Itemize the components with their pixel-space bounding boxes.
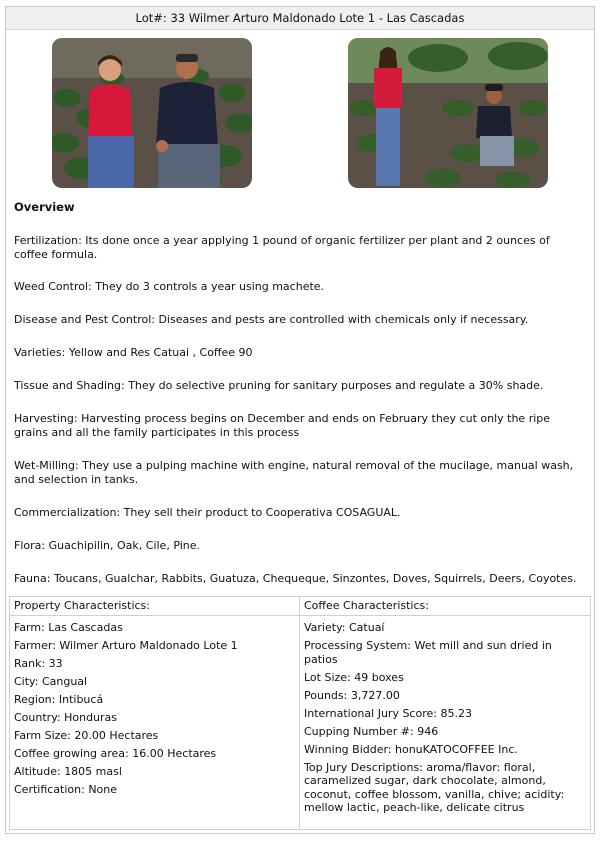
coffee-column [300, 597, 590, 829]
property-city: City: Cangual [14, 675, 88, 688]
property-farm: Farm: Las Cascadas [14, 621, 123, 634]
property-certification: Certification: None [14, 783, 118, 796]
characteristics-table [9, 596, 591, 830]
property-rank: Rank: 33 [14, 657, 63, 670]
farmer-photo-2 [348, 38, 548, 188]
coffee-variety: Variety: Catuaí [304, 621, 385, 634]
property-altitude: Altitude: 1805 masl [14, 765, 122, 778]
property-growing-area: Coffee growing area: 16.00 Hectares [14, 747, 217, 760]
property-region: Region: Intibucá [14, 693, 104, 706]
overview-heading: Overview [14, 200, 75, 214]
disease-pest-text: Disease and Pest Control: Diseases and pests are controlled with chemicals only if necessary. [14, 313, 529, 326]
property-country: Country: Honduras [14, 711, 118, 724]
coffee-jury-score: International Jury Score: 85.23 [304, 706, 472, 720]
farmer-photo-1 [52, 38, 252, 188]
wet-milling-text: Wet-Milling: They use a pulping machine with engine, natural removal of the mucilage, manual wash, and selection in tanks. [14, 459, 574, 486]
coffee-cupping-number: Cupping Number #: 946 [304, 724, 439, 738]
coffee-heading: Coffee Characteristics: [300, 597, 590, 616]
fauna-text: Fauna: Toucans, Gualchar, Rabbits, Guatuza, Chequeque, Sinzontes, Doves, Squirrels, Deers, Coyotes. [14, 572, 577, 585]
varieties-text: Varieties: Yellow and Res Catuai , Coffee 90 [14, 346, 253, 359]
lot-title: Lot#: 33 Wilmer Arturo Maldonado Lote 1 - Las Cascadas [6, 7, 594, 30]
coffee-jury-descriptions: Top Jury Descriptions: aroma/flavor: floral, caramelized sugar, dark chocolate, almond, coconut, coffee blossom, vanilla, chive; acidity: mellow lactic, peach-like, delicate citrus [304, 760, 565, 814]
tissue-shading-text: Tissue and Shading: They do selective pruning for sanitary purposes and regulate a 30% shade. [14, 379, 544, 392]
property-heading: Property Characteristics: [10, 597, 299, 616]
property-column [10, 597, 300, 829]
harvesting-text: Harvesting: Harvesting process begins on December and ends on February they cut only the ripe grains and all the family participates in this process [14, 412, 551, 439]
property-list [10, 616, 299, 797]
coffee-lot-size: Lot Size: 49 boxes [304, 670, 404, 684]
property-farm-size: Farm Size: 20.00 Hectares [14, 729, 159, 742]
weed-control-text: Weed Control: They do 3 controls a year using machete. [14, 280, 325, 293]
fertilization-text: Fertilization: Its done once a year applying 1 pound of organic fertilizer per plant and 2 ounces of coffee formula. [14, 234, 550, 261]
coffee-processing: Processing System: Wet mill and sun dried in patios [304, 639, 552, 666]
flora-text: Flora: Guachipilin, Oak, Cile, Pine. [14, 539, 201, 552]
coffee-winning-bidder: Winning Bidder: honuKATOCOFFEE Inc. [304, 742, 518, 756]
coffee-pounds: Pounds: 3,727.00 [304, 688, 400, 702]
coffee-list [300, 616, 590, 815]
property-farmer: Farmer: Wilmer Arturo Maldonado Lote 1 [14, 639, 238, 652]
commercialization-text: Commercialization: They sell their product to Cooperativa COSAGUAL. [14, 506, 401, 519]
